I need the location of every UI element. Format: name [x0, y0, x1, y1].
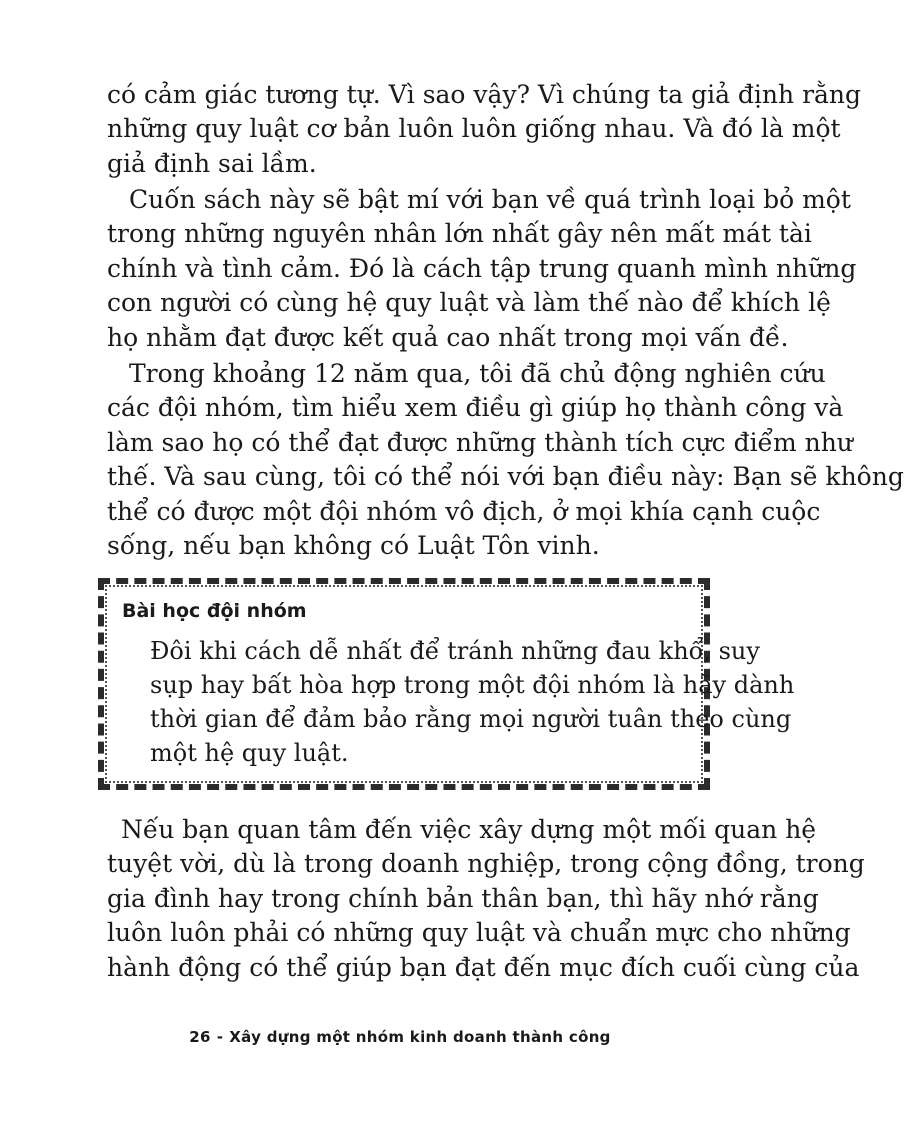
- paragraph-3: [107, 357, 904, 563]
- book-title: Xây dựng một nhóm kinh doanh thành công: [229, 1028, 611, 1046]
- page-footer: [0, 1028, 800, 1046]
- paragraph-2: [107, 183, 857, 355]
- text-line: Trong khoảng 12 năm qua, tôi đã chủ động nghiên cứu: [129, 359, 826, 388]
- text-line: hành động có thể giúp bạn đạt đến mục đích cuối cùng của: [107, 952, 860, 982]
- text-line: tuyệt vời, dù là trong doanh nghiệp, trong cộng đồng, trong: [107, 849, 865, 879]
- paragraph-4: [107, 813, 865, 985]
- text-line: có cảm giác tương tự. Vì sao vậy? Vì chúng ta giả định rằng: [107, 80, 862, 109]
- text-line: Đôi khi cách dễ nhất để tránh những đau khổ, suy: [150, 637, 760, 665]
- footer-separator: -: [216, 1028, 224, 1046]
- text-line: các đội nhóm, tìm hiểu xem điều gì giúp họ thành công và: [107, 393, 844, 423]
- text-line: thể có được một đội nhóm vô địch, ở mọi khía cạnh cuộc: [107, 496, 821, 526]
- text-line: thời gian để đảm bảo rằng mọi người tuân theo cùng: [150, 705, 792, 733]
- text-line: một hệ quy luật.: [150, 739, 349, 767]
- text-line: Cuốn sách này sẽ bật mí với bạn về quá trình loại bỏ một: [129, 185, 851, 214]
- lesson-box: [98, 578, 795, 790]
- text-line: sống, nếu bạn không có Luật Tôn vinh.: [107, 531, 600, 561]
- text-line: Nếu bạn quan tâm đến việc xây dựng một mối quan hệ: [121, 815, 817, 844]
- text-line: giả định sai lầm.: [107, 148, 317, 178]
- text-line: làm sao họ có thể đạt được những thành tích cực điểm như: [107, 427, 853, 457]
- text-line: sụp hay bất hòa hợp trong một đội nhóm là hãy dành: [150, 671, 795, 699]
- text-line: con người có cùng hệ quy luật và làm thế nào để khích lệ: [107, 288, 831, 318]
- text-line: trong những nguyên nhân lớn nhất gây nên mất mát tài: [107, 219, 812, 249]
- text-line: những quy luật cơ bản luôn luôn giống nhau. Và đó là một: [107, 114, 841, 144]
- text-line: họ nhằm đạt được kết quả cao nhất trong mọi vấn đề.: [107, 322, 789, 352]
- lesson-box-text: [150, 634, 795, 770]
- text-line: luôn luôn phải có những quy luật và chuẩn mực cho những: [107, 918, 851, 948]
- paragraph-1: [107, 78, 862, 181]
- text-line: gia đình hay trong chính bản thân bạn, thì hãy nhớ rằng: [107, 883, 819, 913]
- page-number: 26: [189, 1028, 211, 1046]
- lesson-box-title: Bài học đội nhóm: [122, 600, 307, 622]
- text-line: thế. Và sau cùng, tôi có thể nói với bạn điều này: Bạn sẽ không: [107, 462, 904, 492]
- text-line: chính và tình cảm. Đó là cách tập trung quanh mình những: [107, 253, 857, 283]
